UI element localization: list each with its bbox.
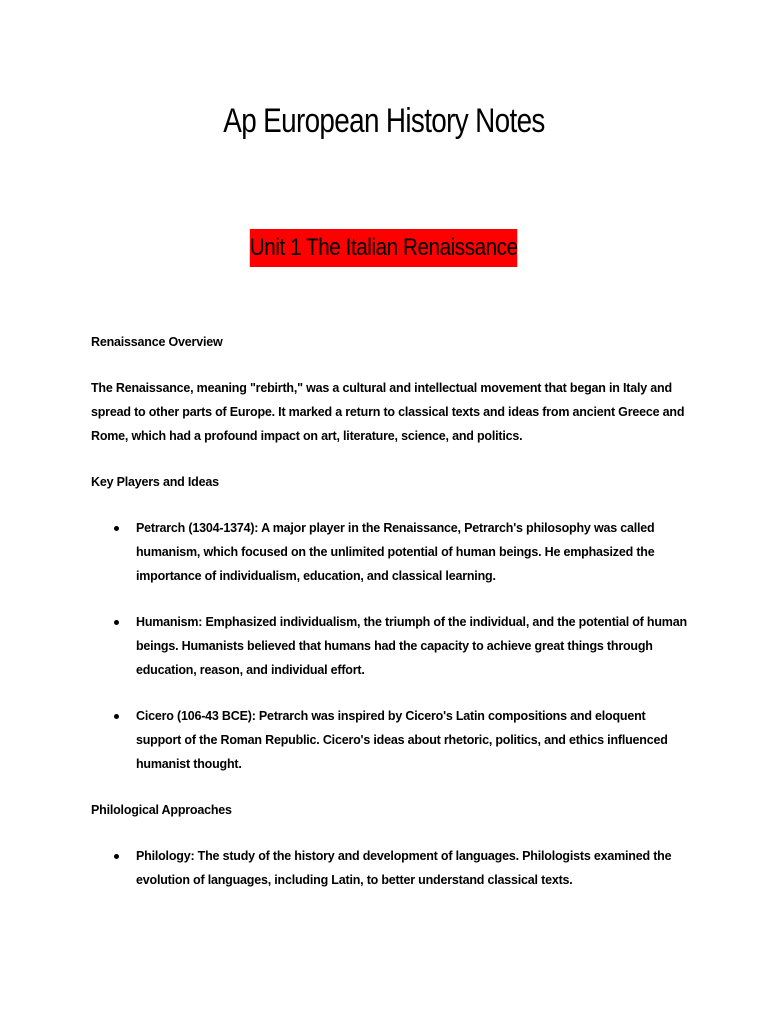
- section-heading-overview: Renaissance Overview: [91, 335, 223, 349]
- bullet-icon: [114, 620, 119, 625]
- list-item: [91, 844, 691, 892]
- list-item-text: Petrarch (1304-1374): A major player in the Renaissance, Petrarch's philosophy was called humanism, which focused on the unlimited potential of human beings. He emphasized the importance of individualism, education, and classical learning.: [136, 521, 655, 583]
- bullet-icon: [114, 714, 119, 719]
- list-item-text: Cicero (106-43 BCE): Petrarch was inspired by Cicero's Latin compositions and eloquent support of the Roman Republic. Cicero's ideas about rhetoric, politics, and ethics influenced humanist thought.: [136, 709, 668, 771]
- key-players-list: [91, 516, 691, 776]
- list-item: [91, 516, 691, 588]
- unit-heading: Unit 1 The Italian Renaissance: [250, 229, 518, 267]
- document-body: [91, 330, 691, 914]
- bullet-icon: [114, 854, 119, 859]
- section-heading-philological: Philological Approaches: [91, 803, 232, 817]
- document-title: Ap European History Notes: [223, 102, 545, 140]
- overview-paragraph: The Renaissance, meaning "rebirth," was a cultural and intellectual movement that began in Italy and spread to other parts of Europe. It marked a return to classical texts and ideas from ancient Greece and Rome, which had a profound impact on art, literature, science, and politics.: [91, 381, 685, 443]
- unit-heading-container: [0, 229, 768, 267]
- section-heading-key-players: Key Players and Ideas: [91, 475, 219, 489]
- list-item-text: Philology: The study of the history and development of languages. Philologists examined the evolution of languages, including Latin, to better understand classical texts.: [136, 849, 672, 887]
- list-item-text: Humanism: Emphasized individualism, the triumph of the individual, and the potential of human beings. Humanists believed that humans had the capacity to achieve great things through education, reason, and individual effort.: [136, 615, 687, 677]
- list-item: [91, 610, 691, 682]
- philological-list: [91, 844, 691, 892]
- bullet-icon: [114, 526, 119, 531]
- list-item: [91, 704, 691, 776]
